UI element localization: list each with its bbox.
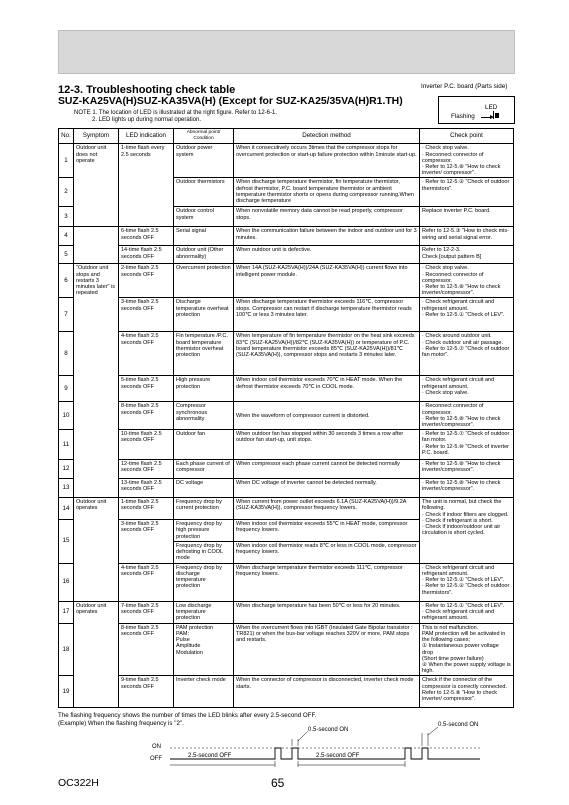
row-no: 1 — [59, 144, 74, 178]
led-icon — [495, 113, 499, 118]
footnote-2: (Example) When the flashing frequency is "2". — [58, 720, 184, 727]
led-cell: 1-time flash 2.5 seconds OFF — [119, 498, 174, 520]
timing-off-duration-label: 2.5-second OFF — [316, 753, 360, 759]
led-cell: 8-time flash 2.5 seconds OFF — [119, 623, 174, 676]
detection-cell: When discharge temperature thermistor exceeds 116℃, compressor stops. Compressor can restart if discharge temperature thermistor reads 100℃ or less 3 minutes later. — [234, 298, 420, 332]
detection-cell: When indoor coil thermistor reads 8℃ or less in COOL mode, compressor frequency lowers. — [234, 541, 420, 563]
condition-cell: Low discharge temperature protection — [174, 601, 234, 623]
row-no: 18 — [59, 623, 74, 676]
note-1: NOTE 1. The location of LED is illustrated at the right figure. Refer to 12-6-1. — [74, 110, 277, 116]
led-cell: 3-time flash 2.5 seconds OFF — [119, 520, 174, 564]
led-cell: 3-time flash 2.5 seconds OFF — [119, 298, 174, 332]
symptom-cell: Outdoor unit does not operate — [74, 144, 119, 227]
led-cell: 9-time flash 2.5 seconds OFF — [119, 676, 174, 708]
pcb-figure — [438, 96, 515, 124]
pcb-figure-title: Inverter P.C. board (Parts side) — [421, 83, 508, 90]
led-cell: 4-time flash 2.5 seconds OFF — [119, 332, 174, 376]
note-2: 2. LED lights up during normal operation. — [92, 117, 202, 123]
row-no: 17 — [59, 601, 74, 623]
detection-cell: When outdoor fan has stopped within 30 seconds 3 times a row after outdoor fan start-up, unit stops. — [234, 430, 420, 460]
check-cell: · Refer to 12-5.① "Check of LEV". · Check refrigerant circuit and refrigerant amount. — [420, 601, 514, 623]
condition-cell: Discharge temperature overheat protection — [174, 298, 234, 332]
check-cell: · Reconnect connector of compressor. · Refer to 12-5.⑧ "How to check inverter/compressor". — [420, 402, 514, 430]
led-label: LED — [485, 104, 498, 111]
detection-cell: When compressor each phase current cannot be detected normally — [234, 460, 420, 479]
led-cell: 6-time flash 2.5 seconds OFF — [119, 227, 174, 246]
condition-cell: PAM protection PAM: Pulse Amplitude Modulation — [174, 623, 234, 676]
detection-cell: When the overcurrent flows into IGBT (Insulated Gate Bipolar transistor : TR821) or when the bus-bar voltage reaches 320V or more, PAM stops and restarts. — [234, 623, 420, 676]
check-cell: Check if the connector of the compressor is correctly connected. Refer to 12-5.⑧ "How to check inverter/ compressor". — [420, 676, 514, 708]
led-cell: 10-time flash 2.5 seconds OFF — [119, 430, 174, 460]
condition-cell: Frequency drop by high pressure protection — [174, 520, 234, 542]
check-cell: · Refer to 12-5.⑧ "How to check inverter/compressor". — [420, 479, 514, 498]
condition-cell: Frequency drop by defrosting in COOL mode — [174, 541, 234, 563]
row-no: 14 — [59, 498, 74, 520]
detection-cell: When indoor coil thermistor exceeds 70℃ in HEAT mode. When the defrost thermistor exceeds 70℃ in COOL mode. — [234, 376, 420, 402]
model-title: SUZ-KA25VA(H)SUZ-KA35VA(H) (Except for SUZ-KA25/35VA(H)R1.TH) — [58, 96, 403, 107]
header-condition: Abnormal point/ Condition — [174, 129, 234, 144]
flashing-label: Flashing — [451, 113, 475, 120]
condition-cell: Fin temperature /P.C. board temperature thermistor overheat protection — [174, 332, 234, 376]
led-cell: 2-time flash 2.5 seconds OFF — [119, 264, 174, 298]
detection-cell: When discharge temperature has been 50℃ or less for 20 minutes. — [234, 601, 420, 623]
section-title: 12-3. Troubleshooting check table — [58, 84, 236, 96]
page-number: 65 — [271, 776, 285, 790]
row-no: 2 — [59, 178, 74, 207]
check-cell: Refer to 12-2-3. Check [output pattern B] — [420, 246, 514, 264]
led-cell: 14-time flash 2.5 seconds OFF — [119, 246, 174, 264]
check-cell: · Refer to 12-5.⑧ "How to check inverter/compressor". — [420, 460, 514, 479]
condition-cell: Outdoor control system — [174, 207, 234, 227]
row-no: 10 — [59, 402, 74, 430]
led-cell: 1-time flash every 2.5 seconds — [119, 144, 174, 227]
condition-cell: Each phase current of compressor — [174, 460, 234, 479]
detection-cell: When indoor coil thermistor exceeds 55℃ in HEAT mode, compressor frequency lowers. — [234, 520, 420, 542]
timing-on-label: ON — [152, 744, 161, 750]
condition-cell: Compressor synchronous abnormality — [174, 402, 234, 430]
check-cell: · Check refrigerant circuit and refrigerant amount. · Refer to 12-5.① "Check of LEV". — [420, 298, 514, 332]
symptom-cell — [74, 227, 119, 246]
doc-code: OC322H — [58, 777, 99, 789]
detection-cell: When the communication failure between the indoor and outdoor unit for 3 minutes. — [234, 227, 420, 246]
detection-cell: When current from power outlet exceeds 6.1A (SUZ-KA25VA(H))/9.2A (SUZ-KA35VA(H)), compressor frequency lowers. — [234, 498, 420, 520]
check-cell: · Check refrigerant circuit and refrigerant amount. · Check stop valve. — [420, 376, 514, 402]
footnote-1: The flashing frequency shows the number of times the LED blinks after every 2.5-second OFF. — [58, 712, 317, 719]
led-cell: 4-time flash 2.5 seconds OFF — [119, 563, 174, 601]
header-no: No. — [59, 129, 74, 144]
check-cell: · Check refrigerant circuit and refrigerant amount. · Refer to 12-5.① "Check of LEV". · Refer to 12-5.② "Check of outdoor thermistors". — [420, 563, 514, 601]
check-cell: · Check around outdoor unit. · Check outdoor unit air passage. · Refer to 12-5.⑦ "Check of outdoor fan motor". — [420, 332, 514, 376]
condition-cell: Outdoor thermistors — [174, 178, 234, 207]
detection-cell: When discharge temperature thermistor, fin temperature thermistor, defrost thermistor, P.C. board temperature thermistor or ambient temperature thermistor shorts or opens during compressor running.When discharge temperature — [234, 178, 420, 207]
symptom-cell: Outdoor unit operates — [74, 601, 119, 708]
row-no: 13 — [59, 479, 74, 498]
check-cell: · Refer to 12-5.⑦ "Check of outdoor fan motor. · Refer to 12-5.⑩ "Check of inverter P.C. board. — [420, 430, 514, 460]
row-no: 6 — [59, 264, 74, 298]
led-cell: 7-time flash 2.5 seconds OFF — [119, 601, 174, 623]
condition-cell: Overcurrent protection — [174, 264, 234, 298]
led-cell: 8-time flash 2.5 seconds OFF — [119, 402, 174, 430]
detection-cell: When the connector of compressor is disconnected, inverter check mode starts. — [234, 676, 420, 708]
header-symptom: Symptom — [74, 129, 119, 144]
timing-diagram — [150, 722, 530, 770]
led-cell: 12-time flash 2.5 seconds OFF — [119, 460, 174, 479]
row-no: 4 — [59, 227, 74, 246]
timing-off-duration-label: 2.5-second OFF — [188, 753, 232, 759]
row-no: 3 — [59, 207, 74, 227]
row-no: 16 — [59, 563, 74, 601]
header-banner — [58, 30, 515, 74]
led-cell: 13-time flash 2.5 seconds OFF — [119, 479, 174, 498]
timing-on-duration-label: 0.5-second ON — [438, 722, 479, 728]
row-no: 8 — [59, 332, 74, 376]
condition-cell: Frequency drop by current protection — [174, 498, 234, 520]
symptom-cell: "Outdoor unit stops and restarts 3 minutes later" is repeated — [74, 264, 119, 498]
row-no: 7 — [59, 298, 74, 332]
row-no: 19 — [59, 676, 74, 708]
condition-cell: Outdoor power system — [174, 144, 234, 178]
condition-cell: Outdoor fan — [174, 430, 234, 460]
check-cell: · Refer to 12-5.② "Check of outdoor thermistors". — [420, 178, 514, 207]
condition-cell: Outdoor unit (Other abnormality) — [174, 246, 234, 264]
condition-cell: Frequency drop by discharge temperature protection — [174, 563, 234, 601]
led-tick — [493, 111, 494, 119]
detection-cell: When outdoor unit is defective. — [234, 246, 420, 264]
detection-cell: When DC voltage of inverter cannot be detected normally. — [234, 479, 420, 498]
row-no: 9 — [59, 376, 74, 402]
symptom-cell — [74, 246, 119, 264]
row-no: 12 — [59, 460, 74, 479]
led-cell: 5-time flash 2.5 seconds OFF — [119, 376, 174, 402]
detection-cell: When nonvolatile memory data cannot be read properly, compressor stops. — [234, 207, 420, 227]
condition-cell: Inverter check mode — [174, 676, 234, 708]
symptom-cell: Outdoor unit operates — [74, 498, 119, 602]
header-led: LED indication — [119, 129, 174, 144]
troubleshooting-table — [58, 128, 514, 708]
condition-cell: DC voltage — [174, 479, 234, 498]
timing-on-duration-label: 0.5-second ON — [308, 727, 349, 733]
header-check: Check point — [420, 129, 514, 144]
detection-cell: When discharge temperature thermistor exceeds 111℃, compressor frequency lowers. — [234, 563, 420, 601]
check-cell: · Check stop valve. · Reconnect connector of compressor. · Refer to 12-5.⑧ "How to check inverter/compressor". — [420, 264, 514, 298]
check-cell: This is not malfunction. PAM protection will be activated in the following cases; ① Instantaneous power voltage drop (Short time power failure) ② When the power supply voltage is high. — [420, 623, 514, 676]
condition-cell: High pressure protection — [174, 376, 234, 402]
arrow-right-icon — [481, 117, 491, 118]
row-no: 15 — [59, 520, 74, 564]
check-cell: · Check stop valve. · Reconnect connector of compressor. · Refer to 12-5.⑧ "How to check inverter/ compressor". — [420, 144, 514, 178]
row-no: 5 — [59, 246, 74, 264]
check-cell: Replace inverter P.C. board. — [420, 207, 514, 227]
detection-cell: When the waveform of compressor current is distorted. — [234, 402, 420, 430]
timing-off-label: OFF — [150, 756, 162, 762]
detection-cell: When it consecutively occurs 3times that the compressor stops for overcurrent protection or start-up failure protection within 1minute start-up. — [234, 144, 420, 178]
header-detection: Detection method — [234, 129, 420, 144]
detection-cell: When temperature of fin temperature thermistor on the heat sink exceeds 83℃ (SUZ-KA25VA(H))/82℃ (SUZ-KA35VA(H)) or temperature of P.C. board temperature thermistor exceeds 85℃ (SUZ-KA25VA(H))/81℃ (SUZ-KA35VA(H)), compressor stops and restarts 3 minutes later. — [234, 332, 420, 376]
check-cell: Refer to 12-5.③ "How to check mis-wiring and serial signal error. — [420, 227, 514, 246]
row-no: 11 — [59, 430, 74, 460]
detection-cell: When 14A (SUZ-KA25VA(H))/24A (SUZ-KA35VA(H)) current flows into intelligent power module. — [234, 264, 420, 298]
check-cell: The unit is normal, but check the following. · Check if indoor filters are clogged. · Check if refrigerant is short. · Check if indoor/outdoor unit air circulation is short cycled. — [420, 498, 514, 564]
condition-cell: Serial signal — [174, 227, 234, 246]
